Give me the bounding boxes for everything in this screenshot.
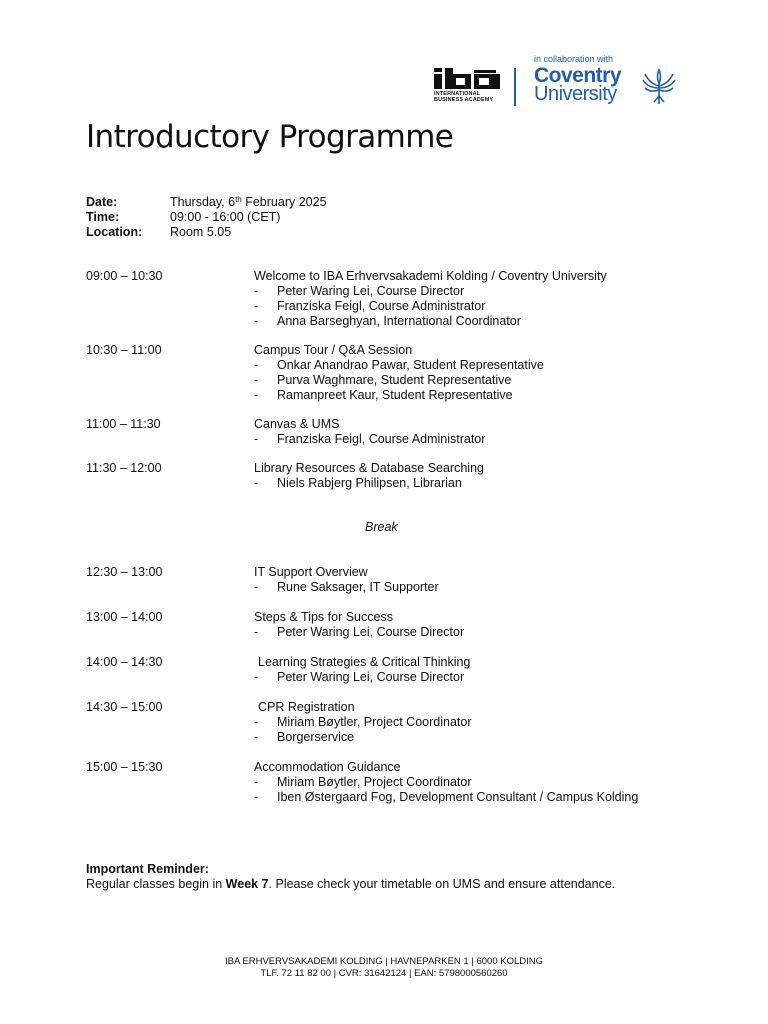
dash-bullet: - bbox=[254, 373, 259, 387]
location-value: Room 5.05 bbox=[170, 225, 232, 239]
date-value bbox=[170, 195, 327, 210]
speaker-item bbox=[254, 775, 638, 790]
speaker-name: Miriam Bøytler, Project Coordinator bbox=[277, 715, 472, 729]
session-time: 15:00 – 15:30 bbox=[86, 760, 163, 774]
date-label: Date: bbox=[86, 195, 118, 209]
speaker-name: Anna Barseghyan, International Coordinator bbox=[277, 314, 521, 328]
dash-bullet: - bbox=[254, 314, 259, 328]
speaker-name: Iben Østergaard Fog, Development Consultant / Campus Kolding bbox=[277, 790, 639, 804]
phoenix-icon bbox=[642, 66, 676, 106]
session-body bbox=[254, 269, 607, 329]
iba-logo bbox=[434, 68, 500, 108]
speaker-name: Peter Waring Lei, Course Director bbox=[277, 670, 465, 684]
session-body bbox=[254, 610, 464, 640]
location-label: Location: bbox=[86, 225, 143, 239]
time-label: Time: bbox=[86, 210, 120, 224]
session-title: CPR Registration bbox=[258, 700, 355, 714]
session-time: 14:30 – 15:00 bbox=[86, 700, 163, 714]
date-value-post: February 2025 bbox=[241, 195, 327, 209]
location-row bbox=[86, 225, 327, 240]
iba-logo-mark bbox=[434, 68, 500, 89]
speaker-item bbox=[254, 432, 485, 447]
session-title: Library Resources & Database Searching bbox=[254, 461, 484, 475]
time-row bbox=[86, 210, 327, 225]
session-title: Learning Strategies & Critical Thinking bbox=[258, 655, 471, 669]
reminder-title: Important Reminder: bbox=[86, 862, 209, 876]
speaker-name: Peter Waring Lei, Course Director bbox=[277, 284, 465, 298]
collaboration-text: in collaboration with bbox=[534, 54, 614, 64]
time-value: 09:00 - 16:00 (CET) bbox=[170, 210, 281, 224]
break-label: Break bbox=[365, 520, 398, 534]
date-row bbox=[86, 195, 327, 210]
dash-bullet: - bbox=[254, 432, 259, 446]
footer-address: IBA ERHVERVSAKADEMI KOLDING | HAVNEPARKEN 1 | 6000 KOLDING bbox=[224, 956, 543, 967]
dash-bullet: - bbox=[254, 476, 259, 490]
coventry-word: Coventry bbox=[534, 64, 622, 87]
speaker-item bbox=[254, 314, 607, 329]
session-time: 11:00 – 11:30 bbox=[86, 417, 161, 431]
session-body bbox=[254, 760, 638, 805]
speaker-name: Niels Rabjerg Philipsen, Librarian bbox=[277, 476, 462, 490]
iba-subtext-line1: INTERNATIONAL bbox=[434, 91, 481, 97]
session-title: Canvas & UMS bbox=[254, 417, 340, 431]
speaker-item bbox=[254, 730, 472, 745]
speaker-name: Miriam Bøytler, Project Coordinator bbox=[277, 775, 472, 789]
speaker-item bbox=[254, 476, 484, 491]
dash-bullet: - bbox=[254, 775, 259, 789]
dash-bullet: - bbox=[254, 358, 259, 372]
session-title: Accommodation Guidance bbox=[254, 760, 401, 774]
iba-logo-subtext bbox=[434, 91, 500, 103]
session-body bbox=[254, 461, 484, 491]
page-title: Introductory Programme bbox=[86, 119, 454, 155]
speaker-item bbox=[254, 580, 439, 595]
dash-bullet: - bbox=[254, 670, 259, 684]
speaker-item bbox=[254, 358, 544, 373]
dash-bullet: - bbox=[254, 388, 259, 402]
date-value-sup: th bbox=[235, 195, 242, 204]
header-logos bbox=[430, 44, 680, 114]
speaker-name: Ramanpreet Kaur, Student Representative bbox=[277, 388, 513, 402]
reminder-text-pre: Regular classes begin in bbox=[86, 877, 226, 891]
session-title: Campus Tour / Q&A Session bbox=[254, 343, 413, 357]
speaker-name: Franziska Feigl, Course Administrator bbox=[277, 299, 486, 313]
date-value-pre: Thursday, 6 bbox=[170, 195, 236, 209]
reminder-text bbox=[86, 877, 615, 892]
speaker-item bbox=[254, 625, 464, 640]
footer-contact: TLF. 72 11 82 00 | CVR: 31642124 | EAN: 5798000560260 bbox=[260, 968, 508, 979]
session-time: 11:30 – 12:00 bbox=[86, 461, 162, 475]
event-details bbox=[86, 195, 327, 240]
session-title: Welcome to IBA Erhvervsakademi Kolding / Coventry University bbox=[254, 269, 607, 283]
speaker-item bbox=[254, 388, 544, 403]
session-time: 09:00 – 10:30 bbox=[86, 269, 163, 283]
dash-bullet: - bbox=[254, 580, 259, 594]
speaker-item bbox=[254, 284, 607, 299]
dash-bullet: - bbox=[254, 284, 259, 298]
dash-bullet: - bbox=[254, 299, 259, 313]
session-body bbox=[254, 565, 439, 595]
session-title: IT Support Overview bbox=[254, 565, 368, 579]
session-title: Steps & Tips for Success bbox=[254, 610, 393, 624]
session-time: 10:30 – 11:00 bbox=[86, 343, 162, 357]
reminder-week: Week 7 bbox=[225, 877, 269, 891]
speaker-name: Purva Waghmare, Student Representative bbox=[277, 373, 512, 387]
session-body bbox=[254, 343, 544, 403]
university-word: University bbox=[534, 83, 617, 105]
speaker-name: Franziska Feigl, Course Administrator bbox=[277, 432, 486, 446]
logo-divider bbox=[514, 68, 516, 106]
session-time: 12:30 – 13:00 bbox=[86, 565, 163, 579]
footer bbox=[0, 956, 768, 980]
iba-subtext-line2: BUSINESS ACADEMY bbox=[434, 97, 494, 103]
reminder-text-post: . Please check your timetable on UMS and ensure attendance. bbox=[268, 877, 616, 891]
speaker-item bbox=[254, 299, 607, 314]
coventry-logo-text bbox=[534, 66, 621, 104]
session-body bbox=[254, 700, 472, 745]
speaker-name: Rune Saksager, IT Supporter bbox=[277, 580, 439, 594]
speaker-item bbox=[254, 670, 470, 685]
dash-bullet: - bbox=[254, 625, 259, 639]
session-body bbox=[254, 655, 470, 685]
speaker-item bbox=[254, 790, 638, 805]
speaker-name: Peter Waring Lei, Course Director bbox=[277, 625, 465, 639]
speaker-name: Onkar Anandrao Pawar, Student Representative bbox=[277, 358, 544, 372]
important-reminder bbox=[86, 862, 615, 892]
dash-bullet: - bbox=[254, 790, 259, 804]
dash-bullet: - bbox=[254, 715, 259, 729]
speaker-item bbox=[254, 715, 472, 730]
dash-bullet: - bbox=[254, 730, 259, 744]
speaker-name: Borgerservice bbox=[277, 730, 355, 744]
speaker-item bbox=[254, 373, 544, 388]
session-time: 13:00 – 14:00 bbox=[86, 610, 163, 624]
session-time: 14:00 – 14:30 bbox=[86, 655, 163, 669]
session-body bbox=[254, 417, 485, 447]
